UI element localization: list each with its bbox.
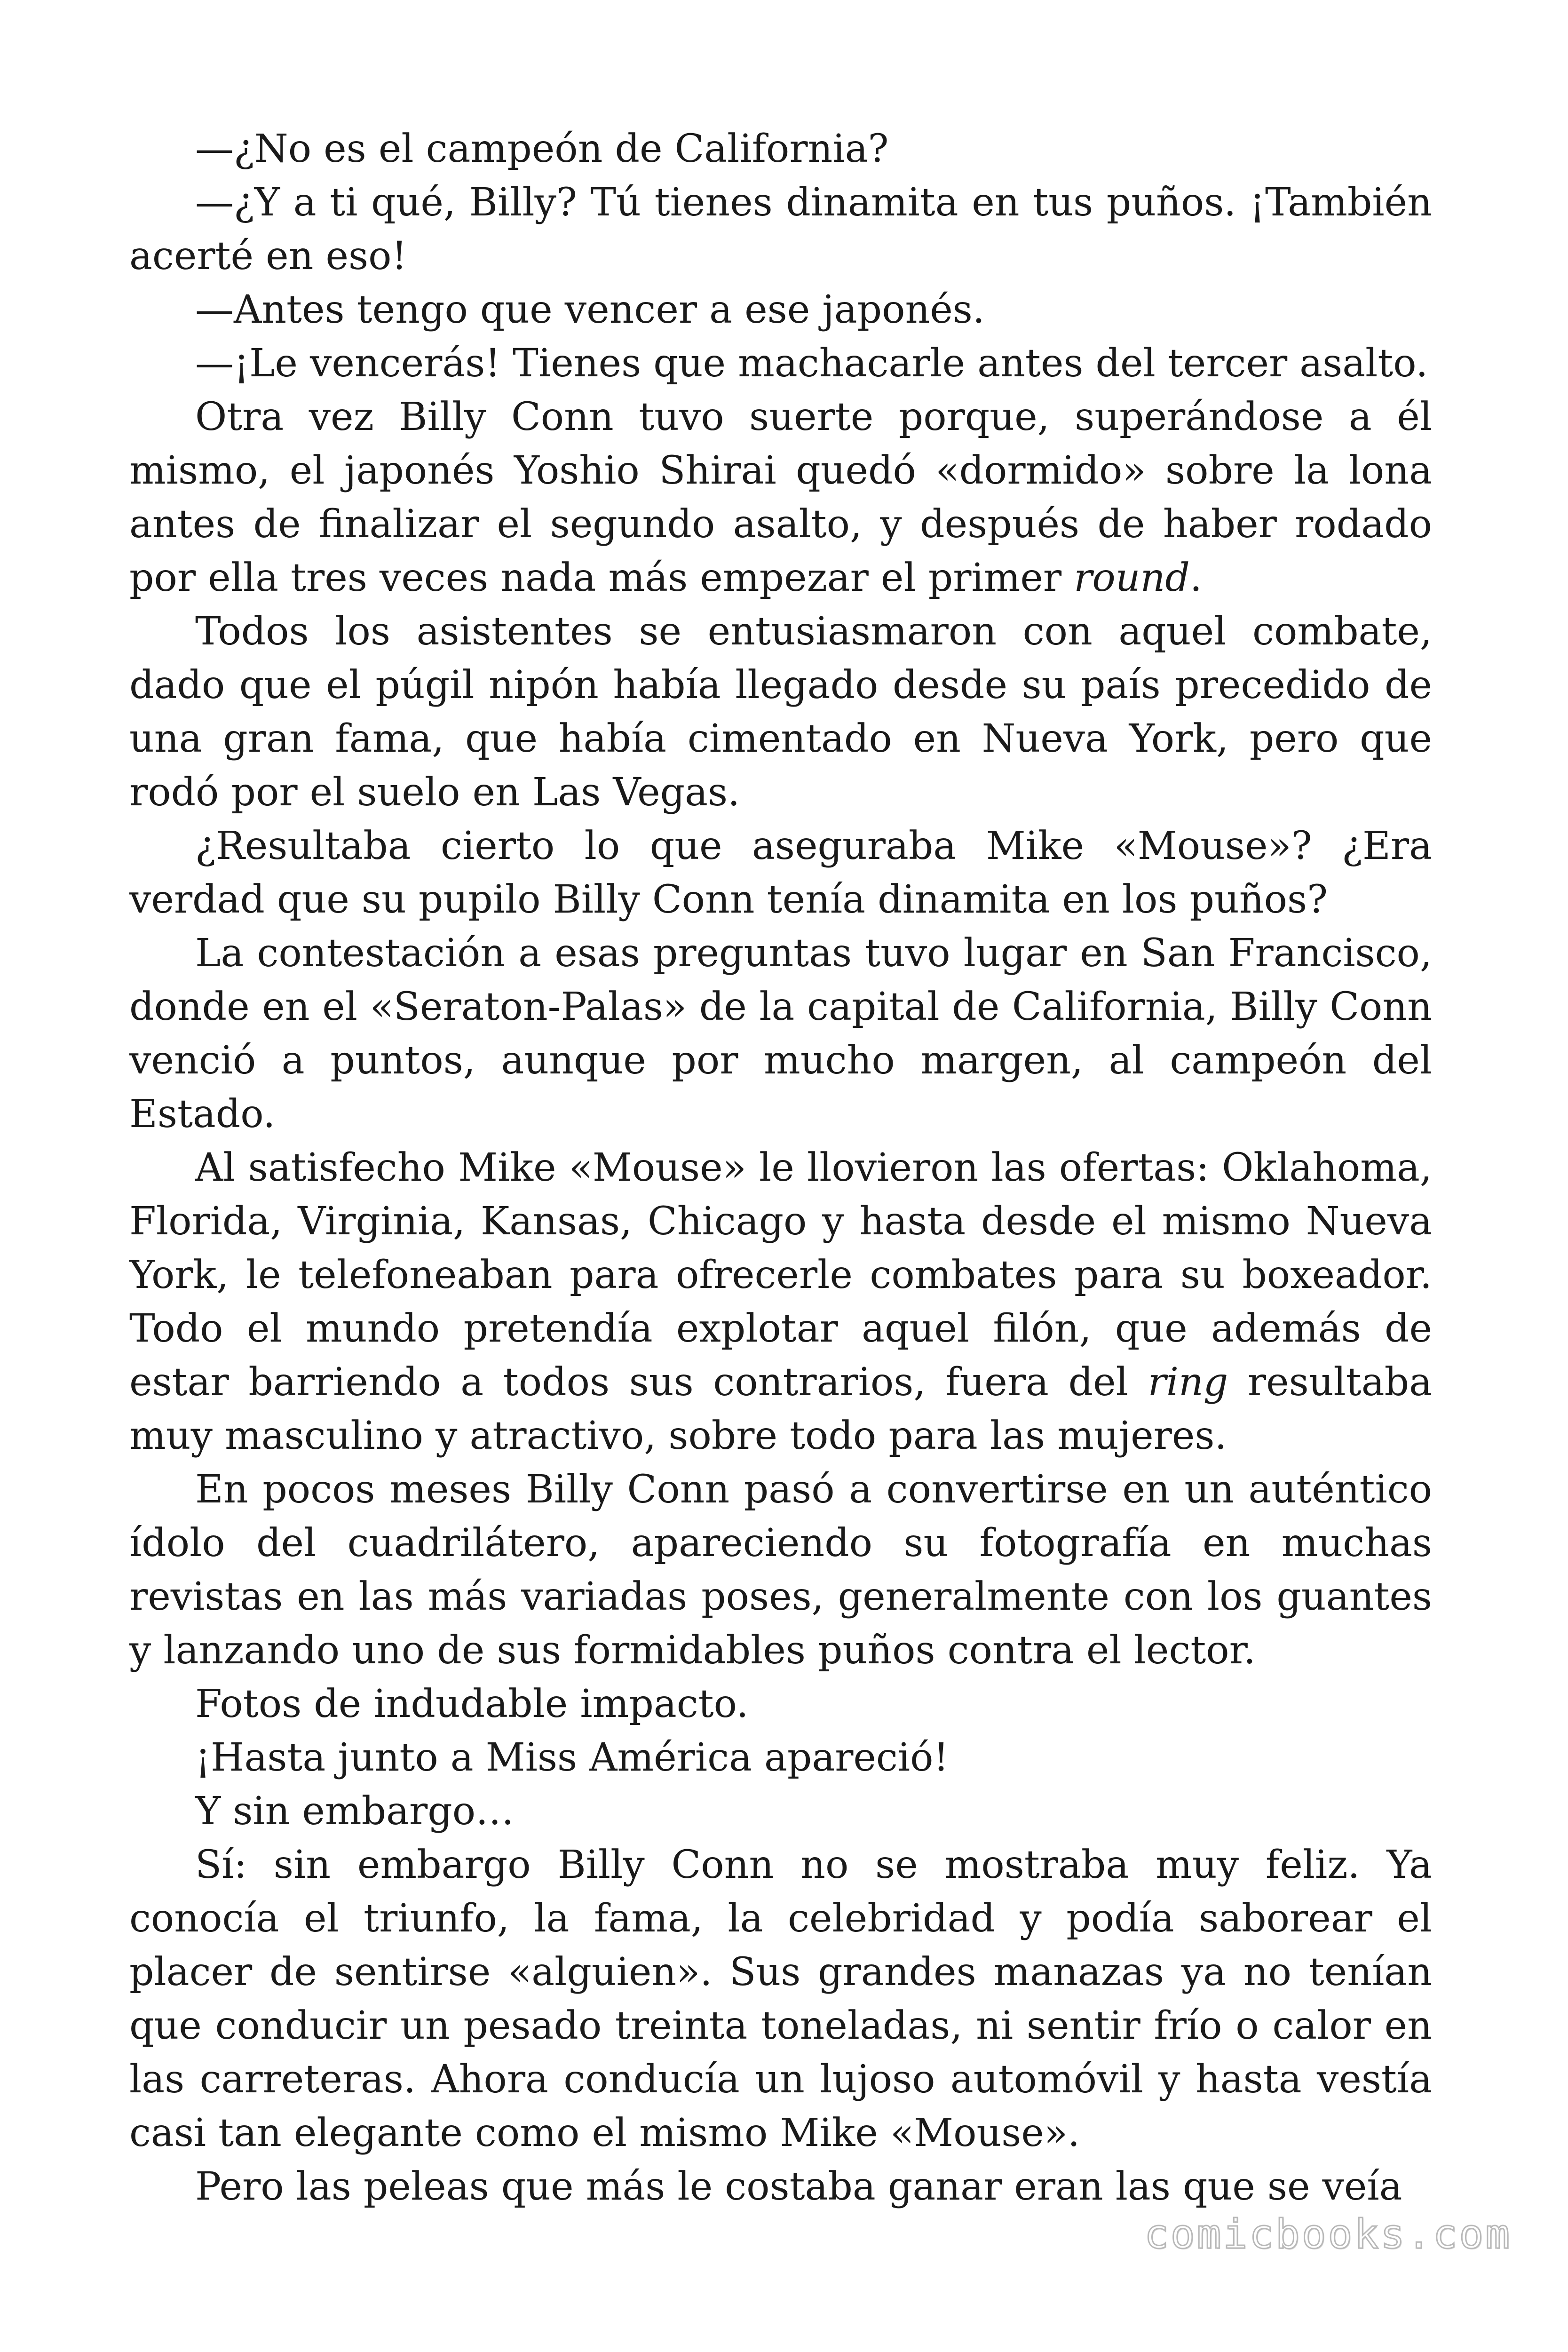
watermark: comicbooks.com bbox=[1144, 2211, 1512, 2258]
paragraph bbox=[129, 1463, 1432, 1677]
paragraph bbox=[129, 122, 1432, 176]
paragraph-text: Fotos de indudable impacto. bbox=[195, 1682, 749, 1726]
paragraph-text: —¡Le vencerás! Tienes que machacarle antes del tercer asalto. bbox=[195, 341, 1428, 386]
paragraph-text: Otra vez Billy Conn tuvo suerte porque, superándose a él mismo, el japonés Yoshio Shirai quedó «dormido» sobre la lona antes de finalizar el segundo asalto, y después de haber rodado por ella tres veces nada más empezar el primer bbox=[129, 395, 1432, 600]
paragraph bbox=[129, 1141, 1432, 1463]
paragraph-text: Al satisfecho Mike «Mouse» le llovieron las ofertas: Oklahoma, Florida, Virginia, Kansas, Chicago y hasta desde el mismo Nueva York, le telefoneaban para ofrecerle combates para su boxeador. Todo el mundo pretendía explotar aquel filón, que además de estar barriendo a todos sus contrarios, fuera del bbox=[129, 1145, 1432, 1405]
paragraph-text: La contestación a esas preguntas tuvo lugar en San Francisco, donde en el «Seraton-Palas» de la capital de California, Billy Conn venció a puntos, aunque por mucho margen, al campeón del Estado. bbox=[129, 931, 1432, 1136]
paragraph-text: . bbox=[1189, 556, 1202, 600]
paragraph bbox=[129, 337, 1432, 390]
paragraph bbox=[129, 176, 1432, 283]
paragraph-text: —¿Y a ti qué, Billy? Tú tienes dinamita en tus puños. ¡También acerté en eso! bbox=[129, 180, 1432, 278]
paragraph-text: Todos los asistentes se entusiasmaron con aquel combate, dado que el púgil nipón había llegado desde su país precedido de una gran fama, que había cimentado en Nueva York, pero que rodó por el suelo en Las Vegas. bbox=[129, 609, 1432, 815]
paragraph-text: En pocos meses Billy Conn pasó a convertirse en un auténtico ídolo del cuadrilátero, apareciendo su fotografía en muchas revistas en las más variadas poses, generalmente con los guantes y lanzando uno de sus formidables puños contra el lector. bbox=[129, 1467, 1432, 1673]
italic-text: ring bbox=[1148, 1360, 1228, 1405]
paragraph-text: Sí: sin embargo Billy Conn no se mostraba muy feliz. Ya conocía el triunfo, la fama, la celebridad y podía saborear el placer de sentirse «alguien». Sus grandes manazas ya no tenían que conducir un pesado treinta toneladas, ni sentir frío o calor en las carreteras. Ahora conducía un lujoso automóvil y hasta vestía casi tan elegante como el mismo Mike «Mouse». bbox=[129, 1843, 1432, 2155]
paragraph-text: Pero las peleas que más le costaba ganar eran las que se veía bbox=[195, 2164, 1402, 2209]
book-page-text bbox=[129, 122, 1432, 2214]
italic-text: round bbox=[1074, 556, 1190, 600]
paragraph bbox=[129, 605, 1432, 819]
paragraph-text: Y sin embargo… bbox=[195, 1789, 515, 1834]
paragraph bbox=[129, 1785, 1432, 1838]
paragraph-text: ¡Hasta junto a Miss América apareció! bbox=[195, 1735, 949, 1780]
paragraph bbox=[129, 2160, 1432, 2214]
paragraph-text: —Antes tengo que vencer a ese japonés. bbox=[195, 287, 985, 332]
paragraph bbox=[129, 1731, 1432, 1785]
paragraph bbox=[129, 1677, 1432, 1731]
paragraph-text: —¿No es el campeón de California? bbox=[195, 127, 889, 171]
paragraph bbox=[129, 283, 1432, 337]
paragraph bbox=[129, 1838, 1432, 2160]
paragraph bbox=[129, 819, 1432, 927]
paragraph-text: resultaba muy masculino y atractivo, sobre todo para las mujeres. bbox=[129, 1360, 1432, 1458]
paragraph bbox=[129, 927, 1432, 1141]
paragraph bbox=[129, 390, 1432, 605]
paragraph-text: ¿Resultaba cierto lo que aseguraba Mike «Mouse»? ¿Era verdad que su pupilo Billy Conn tenía dinamita en los puños? bbox=[129, 824, 1432, 922]
